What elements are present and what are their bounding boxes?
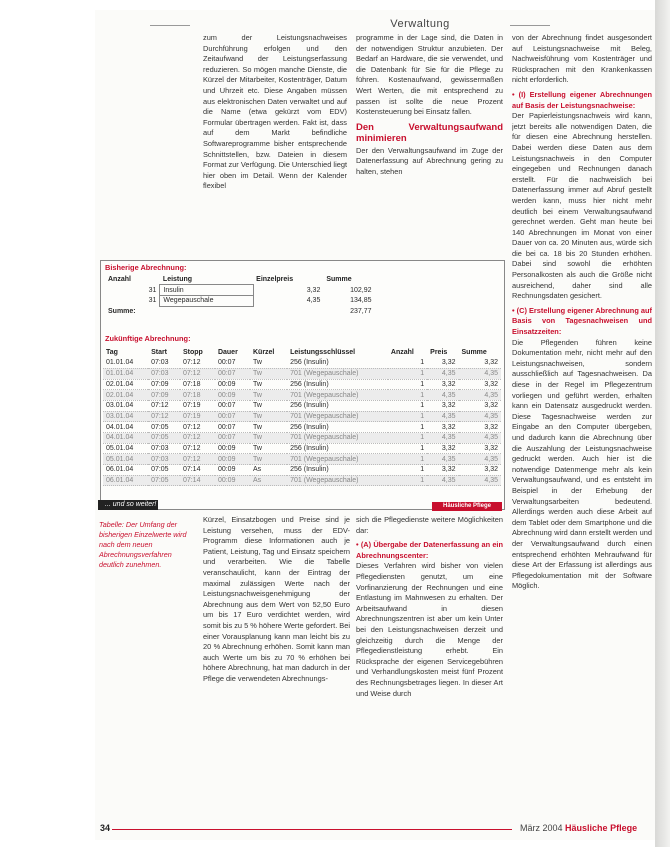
cell: 07:14	[180, 475, 215, 486]
cell: 07:12	[180, 454, 215, 465]
cell: 00:07	[215, 368, 250, 379]
col-header: Anzahl	[390, 348, 414, 356]
cell: 07:09	[148, 379, 180, 390]
cell: 07:18	[180, 390, 215, 401]
cell	[160, 306, 253, 317]
paragraph: Dieses Verfahren wird bisher von vielen Pflegediensten genutzt, um eine Vorfinanzierung der Rechnungen und eine Entlastung im Mahnwesen zu erhalten. Der Arbeitsaufwand in diesen Abrechnungszentren ist aber um kein Unter bei den Leistungsnachweisen derzeit und gleichzeitig durch die Menge der Pflegedienstleistung erhebt. Ein Rücksprache der eigenen Servicegebühren und Verhandlungskosten meist fünf Prozent des Rechnungsbetrages liegen. In dieser Art und Weise durch	[356, 561, 503, 698]
table-title-new: Zukünftige Abrechnung:	[105, 334, 191, 343]
cell: 4,35	[427, 368, 458, 379]
col-header: Leistung	[162, 275, 193, 283]
cell: 07:05	[148, 465, 180, 476]
paragraph: Der Papierleistungsnachweis wird kann, jetzt bereits alle notwendigen Daten, die für diesen eine Abrechnung herstellen. Dabei werden diese Daten aus dem Leistungsnachweis in den Computer eingegeben und Rechnungen danach erstellt. Für die nachweislich bei Datenerfassung immer auf Abruf gestellt werden kann, muss hier nicht mehr deutlich bei einem Verwaltungsaufwand gerechnet werden. Geht man heute bei 140 Abrechnungen im Monat von einer Dauer von ca. 20 Minuten aus, würde sich die bei ca. 18 bis 20 Stunden erhöhen. Dabei sind sowohl die erhöhten Personalkosten als auch die Größe nicht ausreichend, daher sind alle Rechnungsdaten gesichert.	[512, 111, 652, 301]
table-row	[105, 295, 375, 306]
cell: 06.01.04	[103, 475, 148, 486]
cell: 3,32	[427, 400, 458, 411]
cell: 07:03	[148, 443, 180, 454]
col-header: Stopp	[182, 348, 203, 356]
cell: 1	[388, 368, 427, 379]
cell: 701 (Wegepauschale)	[287, 454, 388, 465]
cell: 701 (Wegepauschale)	[287, 411, 388, 422]
table-row	[103, 475, 501, 486]
cell: 4,35	[459, 390, 502, 401]
cell: 03.01.04	[103, 411, 148, 422]
cell: 4,35	[459, 433, 502, 444]
paragraph: Der den Verwaltungsaufwand im Zuge der Datenerfassung auf Abrechnung gering zu halten, stehen	[356, 145, 503, 176]
cell: 134,85	[350, 297, 372, 305]
cell: 3,32	[306, 286, 321, 294]
cell: 07:14	[180, 465, 215, 476]
cell: 1	[388, 475, 427, 486]
cell: 4,35	[459, 411, 502, 422]
table-row	[103, 400, 501, 411]
column-2-top	[356, 33, 503, 255]
cell: 1	[388, 465, 427, 476]
cell: 05.01.04	[103, 443, 148, 454]
cell: 05.01.04	[103, 454, 148, 465]
cell: 4,35	[427, 390, 458, 401]
cell: 07:12	[180, 422, 215, 433]
cell: 256 (Insulin)	[287, 465, 388, 476]
cell: 00:09	[215, 454, 250, 465]
cell: 1	[388, 443, 427, 454]
paragraph: Kürzel, Einsatzbogen und Preise sind je Leistung versehen, muss der EDV-Programm diese Informationen auch je Patient, Leistung, Tag und Einsatz speichern und verarbeiten. Wie die Tabelle veranschaulicht, kann der Eintrag der maximal zulässigen Werte nach der Leistungsnachweisgenehmigung der Abrechnung aus dem Wert von 52,50 Euro um bis 17 Euro verdichtet werden, wird somit bis zu 5 % höhere Werte gefordert. Bei einer Vorausplanung kann man leicht bis zu 20 % Abrechnung erhöhen. Somit kann man auch Werte um bis zu 70 % erhöhen bei höhere Abrechnung, hat man dadurch in der Pflege die verwendeten Abrechnungs-	[203, 515, 350, 683]
cell: 256 (Insulin)	[287, 379, 388, 390]
cell: 07:03	[148, 368, 180, 379]
cell: 3,32	[459, 358, 502, 369]
cell: 04.01.04	[103, 433, 148, 444]
new-billing-table	[103, 347, 501, 486]
new-billing-rows	[103, 358, 501, 486]
magazine-name: Häusliche Pflege	[565, 823, 638, 833]
page-number: 34	[100, 823, 111, 833]
cell: 4,35	[459, 454, 502, 465]
cell: 4,35	[427, 454, 458, 465]
col-header: Start	[151, 348, 168, 356]
cell: 3,32	[427, 443, 458, 454]
cell: 701 (Wegepauschale)	[287, 475, 388, 486]
cell: 4,35	[459, 368, 502, 379]
sum-value: 237,77	[350, 307, 372, 315]
cell: 00:07	[215, 400, 250, 411]
cell: Tw	[250, 433, 287, 444]
sum-label: Summe:	[108, 307, 136, 315]
paragraph: sich die Pflegedienste weitere Möglichkeiten dar:	[356, 515, 503, 535]
footer-rule	[112, 829, 512, 830]
col-header: Kürzel	[252, 348, 275, 356]
table-row	[103, 368, 501, 379]
section-title: Verwaltung	[390, 18, 450, 30]
page-spine	[655, 0, 670, 847]
cell: 02.01.04	[103, 390, 148, 401]
cell: As	[250, 465, 287, 476]
cell: Wegepauschale	[160, 295, 253, 306]
col-header: Preis	[430, 348, 448, 356]
header-rule-left	[150, 25, 190, 26]
table-row	[103, 443, 501, 454]
table-row	[103, 433, 501, 444]
col-header: Leistungsschlüssel	[290, 348, 356, 356]
cell: Tw	[250, 379, 287, 390]
scan-margin-left	[0, 0, 95, 847]
cell: 701 (Wegepauschale)	[287, 368, 388, 379]
bullet-heading: • (A) Übergabe der Datenerfassung an ein Abrechnungscenter:	[356, 540, 503, 560]
cell: 256 (Insulin)	[287, 358, 388, 369]
cell: 1	[388, 411, 427, 422]
table-header-row	[103, 347, 501, 358]
magazine-badge: Häusliche Pflege	[432, 502, 502, 511]
table-row	[103, 411, 501, 422]
cell: 3,32	[459, 422, 502, 433]
paragraph: von der Abrechnung findet ausgesondert auf Leistungsnachweise mit Beleg, Nachweisführung vom Kostenträger und Rücksprachen mit den Krankenkassen nicht erforderlich.	[512, 33, 652, 85]
cell: Tw	[250, 411, 287, 422]
cell: 00:09	[215, 465, 250, 476]
column-2-bottom	[356, 515, 503, 815]
cell: 00:09	[215, 390, 250, 401]
cell: 4,35	[427, 475, 458, 486]
cell: 3,32	[459, 379, 502, 390]
section-heading: Den Verwaltungsaufwand minimieren	[356, 121, 503, 144]
cell: Tw	[250, 368, 287, 379]
cell: Tw	[250, 443, 287, 454]
table-row	[103, 358, 501, 369]
cell: 07:09	[148, 390, 180, 401]
cell: 31	[148, 286, 157, 294]
cell: 256 (Insulin)	[287, 443, 388, 454]
cell: 00:09	[215, 475, 250, 486]
cell: 3,32	[427, 422, 458, 433]
table-sum-row	[105, 306, 375, 317]
cell: 3,32	[427, 465, 458, 476]
more-label: ... und so weiter!	[105, 501, 157, 508]
cell: 00:09	[215, 443, 250, 454]
cell: 07:05	[148, 433, 180, 444]
cell: 07:18	[180, 379, 215, 390]
bullet-heading: • (C) Erstellung eigener Abrechnung auf Basis von Tagesnachweisen und Einsatzzeiten:	[512, 305, 652, 337]
cell: 03.01.04	[103, 400, 148, 411]
table-title-old: Bisherige Abrechnung:	[105, 263, 187, 272]
cell: 07:03	[148, 358, 180, 369]
bullet-heading: • (I) Erstellung eigener Abrechnungen auf Basis der Leistungsnachweise:	[512, 89, 652, 110]
cell: 3,32	[459, 465, 502, 476]
col-header: Summe	[461, 348, 487, 356]
cell: 04.01.04	[103, 422, 148, 433]
cell: 00:07	[215, 358, 250, 369]
paragraph: zum der Leistungsnachweises Durchführung erfolgen und den Zeitaufwand der Leistungserfassung reduzieren. So mögen manche Dienste, die Kürzel der Mitarbeiter, Kostenträger, Datum und Uhrzeit etc. Diese Angaben müssen aus elektronischen Daten verwaltet und auf die Name (etwa gekürzt vom EDV) Formular übertragen werden. Fakt ist, dass auf dem Markt befindliche Softwareprogramme bisher entsprechende Schnittstellen, bzw. Dateien in diesem Format zur Verfügung. Die Unterschied liegt hier oben im Detail. Wenn der Kalender flexibel	[203, 33, 347, 191]
cell: 07:19	[180, 411, 215, 422]
cell: Insulin	[160, 285, 253, 296]
cell: 1	[388, 379, 427, 390]
cell: Tw	[250, 358, 287, 369]
cell: 00:09	[215, 379, 250, 390]
cell: 01.01.04	[103, 368, 148, 379]
cell: 701 (Wegepauschale)	[287, 390, 388, 401]
cell: Tw	[250, 400, 287, 411]
table-row	[103, 454, 501, 465]
paragraph: programme in der Lage sind, die Daten in der notwendigen Struktur anzubieten. Der Bedarf an Hardware, die sie verwendet, und die Datenbank für Sie für die Pflege zu führen. Kostenaufwand, gewissermaßen Wert Werten, die mit entsprechend zu passen ist sollte die neue Prozent Kostensteuerung bei Einsatz fallen.	[356, 33, 503, 117]
cell: 3,32	[459, 443, 502, 454]
cell: 102,92	[350, 286, 372, 294]
cell: 07:12	[180, 443, 215, 454]
cell: 07:03	[148, 454, 180, 465]
cell: 3,32	[459, 400, 502, 411]
footer-issue	[520, 823, 637, 833]
cell: 07:12	[148, 411, 180, 422]
cell: 07:12	[180, 358, 215, 369]
table-header-row	[105, 274, 375, 285]
col-header: Einzelpreis	[256, 275, 294, 283]
table-caption: Tabelle: Der Umfang der bisherigen Einzelwerte wird nach dem neuen Abrechnungsverfahren deutlich zunehmen.	[99, 520, 187, 569]
col-header: Tag	[106, 348, 118, 356]
paragraph: Die Pflegenden führen keine Dokumentation mehr, nicht mehr auf den Leistungsnachweisen, sondern ausschließlich auf Tagesnachweisen. Da diese in der Regel im Pflegezentrum vorliegen und geführt werden, erhalten kann ein Datensatz ausgedruckt werden. Diese Tagesnachweise werden zur Eingabe an den Computer übergeben, und dadurch kann die Abrechnung über die Auszahlung der Leistungsnachweise gedruckt werden. Auch hier ist die notwendige Datenmenge mehr als kein Verwaltungsaufwand, und es entsteht im Beispiel in der Erhebung der Verwaltungsarbeiten bedeutend. Allerdings werden auch diese Arbeit auf dem Tablet oder dem Smartphone und die Abrechnung wird dann erstellt werden und der Verwaltungsaufwand durch einen entsprechend erhöhten Mehraufwand für diese Art der Erfassung ist allerdings aus Pflegedokumentation mit der Software Möglich.	[512, 337, 652, 591]
cell: Tw	[250, 454, 287, 465]
table-row	[103, 422, 501, 433]
cell: 3,32	[427, 358, 458, 369]
cell: 1	[388, 390, 427, 401]
cell: 1	[388, 400, 427, 411]
cell: 1	[388, 422, 427, 433]
column-3	[512, 33, 652, 813]
cell: 256 (Insulin)	[287, 400, 388, 411]
cell: 31	[148, 297, 157, 305]
col-header: Anzahl	[108, 275, 131, 283]
cell: 07:12	[180, 368, 215, 379]
cell: 00:07	[215, 411, 250, 422]
cell: 07:19	[180, 400, 215, 411]
cell: 07:12	[148, 400, 180, 411]
cell: 00:07	[215, 422, 250, 433]
cell: Tw	[250, 422, 287, 433]
cell: 4,35	[427, 433, 458, 444]
cell: 00:07	[215, 433, 250, 444]
table-row	[103, 465, 501, 476]
column-1-bottom	[203, 515, 350, 815]
billing-table-box	[100, 260, 505, 510]
cell: 02.01.04	[103, 379, 148, 390]
cell: 07:12	[180, 433, 215, 444]
column-1-top	[203, 33, 347, 255]
cell: 1	[388, 433, 427, 444]
cell: 4,35	[427, 411, 458, 422]
col-header: Dauer	[217, 348, 238, 356]
old-billing-table	[105, 274, 375, 317]
cell: As	[250, 475, 287, 486]
cell: 06.01.04	[103, 465, 148, 476]
cell	[253, 306, 323, 317]
col-header: Summe	[326, 275, 352, 283]
cell: 3,32	[427, 379, 458, 390]
cell: 256 (Insulin)	[287, 422, 388, 433]
cell: 1	[388, 358, 427, 369]
cell: 01.01.04	[103, 358, 148, 369]
cell: 701 (Wegepauschale)	[287, 433, 388, 444]
table-row	[103, 390, 501, 401]
header-rule-right	[510, 25, 550, 26]
cell: 1	[388, 454, 427, 465]
cell: 4,35	[459, 475, 502, 486]
table-row	[105, 285, 375, 296]
cell: 07:05	[148, 422, 180, 433]
cell: 4,35	[306, 297, 321, 305]
cell: Tw	[250, 390, 287, 401]
table-row	[103, 379, 501, 390]
issue-date: März 2004	[520, 823, 563, 833]
cell: 07:05	[148, 475, 180, 486]
